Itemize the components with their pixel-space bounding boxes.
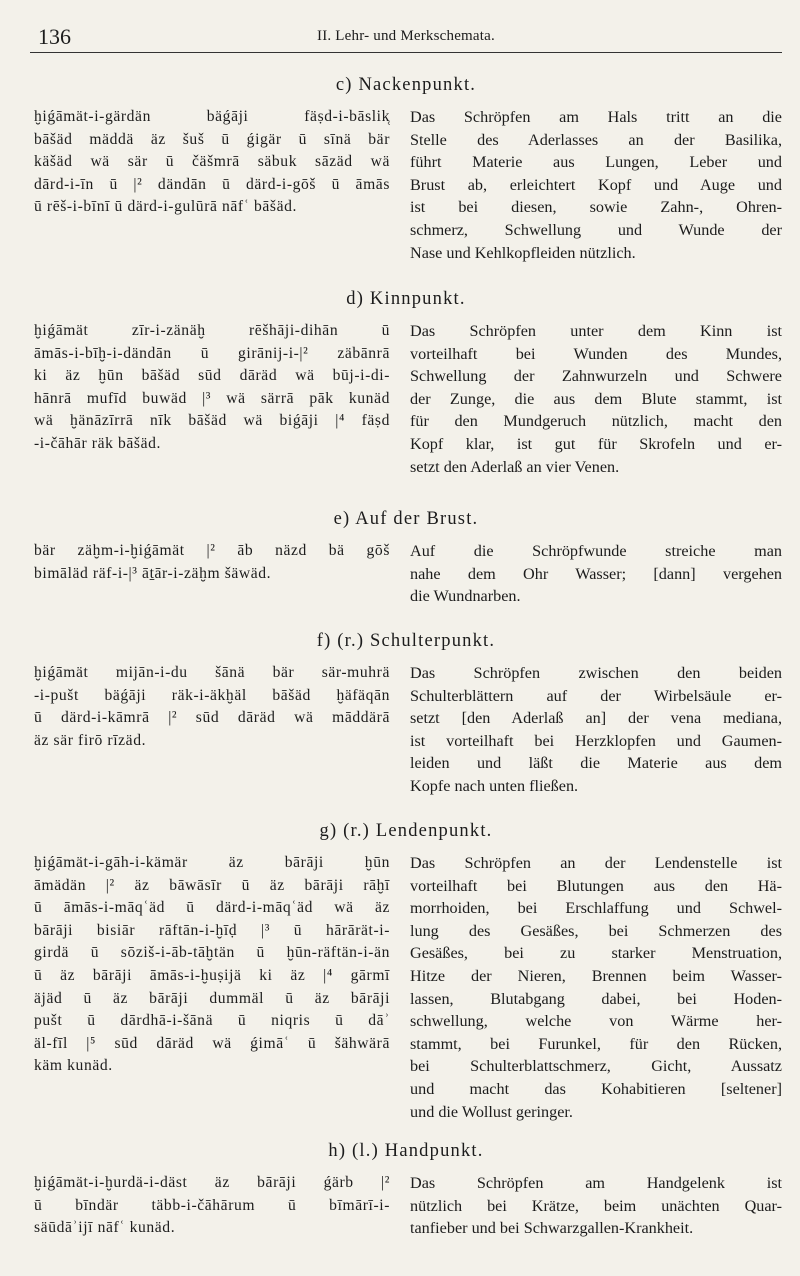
transliteration-line: ḫiǵāmät-i-ḫurdä-i-däst äz bārāji ǵärb |² [34, 1174, 390, 1191]
translation-line: Das Schröpfen an der Lendenstelle ist [410, 854, 782, 872]
translation-line: setzt den Aderlaß an vier Venen. [410, 457, 620, 476]
running-title: II. Lehr- und Merkschemata. [317, 28, 495, 44]
transliteration-line: ḫiǵāmät zīr-i-zänäḫ rēšhāji-dihān ū [34, 322, 390, 339]
transliteration-line: bimāläd räf-i-|³ āṯār-i-zäḫm šäwäd. [34, 564, 272, 582]
transliteration-column [34, 320, 390, 456]
translation-line: ist vorteilhaft bei Herzklopfen und Gaumen- [410, 731, 782, 750]
translation-line: nützlich bei Krätze, beim unächten Quar- [410, 1196, 782, 1215]
translation-line: Auf die Schröpfwunde streiche man [410, 542, 782, 560]
section [30, 628, 782, 795]
translation-line: für den Mundgeruch nützlich, macht den [410, 412, 782, 431]
translation-line: setzt [den Aderlaß an] der vena mediana, [410, 709, 782, 728]
translation-line: ist bei diesen, sowie Zahn-, Ohren- [410, 198, 782, 217]
transliteration-column [34, 540, 390, 585]
translation-line: Schwellung der Zahnwurzeln und Schwere [410, 367, 782, 386]
transliteration-line: käm kunäd. [34, 1057, 113, 1075]
translation-line: schwellung, welche von Wärme her- [410, 1012, 782, 1031]
book-page [30, 18, 782, 53]
transliteration-line: äl-fīl |⁵ sūd dāräd wä ǵimāʿ ū šähwärā [34, 1034, 390, 1052]
translation-column [410, 662, 782, 798]
translation-line: schmerz, Schwellung und Wunde der [410, 220, 782, 239]
translation-line: Das Schröpfen am Handgelenk ist [410, 1174, 782, 1192]
transliteration-column [34, 1172, 390, 1240]
section [30, 818, 782, 1121]
transliteration-column [34, 852, 390, 1078]
transliteration-line: säūdāʾijī nāfʿ kunäd. [34, 1219, 176, 1237]
translation-line: lassen, Blutabgang dabei, bei Hoden- [410, 989, 782, 1008]
translation-line: vorteilhaft bei Wunden des Mundes, [410, 344, 782, 363]
section-heading: c) Nackenpunkt. [335, 75, 477, 95]
translation-line: lung des Gesäßes, bei Schmerzen des [410, 921, 782, 940]
translation-line: Nase und Kehlkopfleiden nützlich. [410, 243, 636, 262]
transliteration-line: ki äz ḫūn bāšäd sūd dāräd wä būj-i-di- [34, 367, 390, 385]
transliteration-line: āmädän |² äz bāwāsīr ū äz bārāji rāḫī [34, 876, 390, 894]
translation-line: leiden und läßt die Materie aus dem [410, 754, 782, 773]
translation-line: vorteilhaft bei Blutungen aus den Hä- [410, 876, 782, 895]
transliteration-line: ḫiǵāmät-i-gāh-i-kämär äz bārāji ḫūn [34, 854, 390, 871]
translation-line: die Wundnarben. [410, 587, 521, 606]
transliteration-line: -i-čāhār räk bāšäd. [34, 434, 161, 452]
section [30, 506, 782, 606]
translation-line: und macht das Kohabitieren [seltener] [410, 1079, 782, 1098]
translation-line: der Zunge, die aus dem Blute stammt, ist [410, 389, 782, 408]
translation-column [410, 320, 782, 478]
translation-column [410, 540, 782, 608]
transliteration-column [34, 106, 390, 219]
section-heading: h) (l.) Handpunkt. [328, 1141, 484, 1161]
transliteration-line: ū āmās-i-māqʿäd ū därd-i-māqʿäd wä äz [34, 899, 390, 917]
transliteration-line: dārd-i-īn ū |² dändān ū därd-i-gōš ū āmās [34, 175, 390, 193]
transliteration-line: ḫiǵāmät-i-gärdän bäǵāji fäṣd-i-bāslik̥ [34, 108, 390, 125]
transliteration-line: āmās-i-bīḫ-i-dändān ū girānij-i-|² zäbānrā [34, 344, 390, 362]
transliteration-line: bārāji bisiār rāftān-i-ḫīḍ |³ ū hārārät-i- [34, 921, 390, 939]
translation-line: Stelle des Aderlasses an der Basilika, [410, 130, 782, 149]
transliteration-column [34, 662, 390, 752]
transliteration-line: bär zäḫm-i-ḫiǵāmät |² āb näzd bä gōš [34, 542, 390, 559]
transliteration-line: ū rēš-i-bīnī ū därd-i-gulūrā nāfʿ bāšäd. [34, 198, 298, 216]
translation-line: Schulterblättern auf der Wirbelsäule er- [410, 686, 782, 705]
section [30, 72, 782, 262]
translation-line: Das Schröpfen am Hals tritt an die [410, 108, 782, 126]
translation-column [410, 106, 782, 264]
translation-line: morrhoiden, bei Erschlaffung und Schwel- [410, 899, 782, 918]
header-rule [30, 52, 782, 53]
section-heading: f) (r.) Schulterpunkt. [316, 631, 496, 651]
translation-line: Gesäßes, bei zu starker Menstruation, [410, 944, 782, 963]
translation-line: führt Materie aus Lungen, Leber und [410, 153, 782, 172]
section [30, 1138, 782, 1238]
transliteration-line: girdä ū sōziš-i-āb-tāḫtän ū ḫūn-räftän-i-än [34, 944, 390, 962]
transliteration-line: bāšäd mäddä äz šuš ū ǵigär ū sīnä bär [34, 130, 390, 148]
running-head [30, 18, 782, 52]
translation-line: Kopfe nach unten fließen. [410, 776, 579, 795]
transliteration-line: käšäd wä sär ū čäšmrā säbuk sāzäd wä [34, 153, 390, 171]
translation-line: Das Schröpfen zwischen den beiden [410, 664, 782, 682]
translation-line: Brust ab, erleichtert Kopf und Auge und [410, 175, 782, 194]
transliteration-line: -i-pušt bäǵāji räk-i-äkḫäl bāšäd ḫäfäqān [34, 686, 390, 704]
translation-line: Hitze der Nieren, Brennen beim Wasser- [410, 966, 782, 985]
section-heading: e) Auf der Brust. [333, 509, 479, 529]
transliteration-line: äjäd ū äz bārāji dummäl ū äz bārāji [34, 989, 390, 1007]
transliteration-line: ū bīndär täbb-i-čāhārum ū bīmārī-i- [34, 1196, 390, 1214]
translation-line: und die Wollust geringer. [410, 1102, 573, 1121]
page-number: 136 [38, 24, 71, 49]
transliteration-line: hānrā mufīd buwäd |³ wä särrā pāk kunäd [34, 389, 390, 407]
translation-line: Kopf klar, ist gut für Skrofeln und er- [410, 434, 782, 453]
translation-line: nahe dem Ohr Wasser; [dann] vergehen [410, 564, 782, 583]
transliteration-line: pušt ū dārdhā-i-šānä ū niqris ū dāʾ [34, 1012, 390, 1030]
transliteration-line: ū äz bārāji āmās-i-ḫuṣijä ki äz |⁴ gārmī [34, 966, 390, 984]
transliteration-line: wä ḫänāzīrrā nīk bāšäd wä biǵāji |⁴ fäṣd [34, 412, 390, 430]
transliteration-line: ū därd-i-kāmrā |² sūd dāräd wä māddärā [34, 709, 390, 727]
translation-line: stammt, bei Furunkel, für den Rücken, [410, 1034, 782, 1053]
translation-line: Das Schröpfen unter dem Kinn ist [410, 322, 782, 340]
transliteration-line: äz sär firō rīzäd. [34, 731, 147, 749]
section-heading: g) (r.) Lendenpunkt. [319, 821, 493, 841]
section-heading: d) Kinnpunkt. [346, 289, 466, 309]
translation-column [410, 852, 782, 1123]
translation-line: tanfieber und bei Schwarzgallen-Krankheit. [410, 1219, 694, 1238]
translation-column [410, 1172, 782, 1240]
section [30, 286, 782, 476]
translation-line: bei Schulterblattschmerz, Gicht, Aussatz [410, 1057, 782, 1076]
transliteration-line: ḫiǵāmät mijān-i-du šānä bär sär-muhrä [34, 664, 390, 681]
